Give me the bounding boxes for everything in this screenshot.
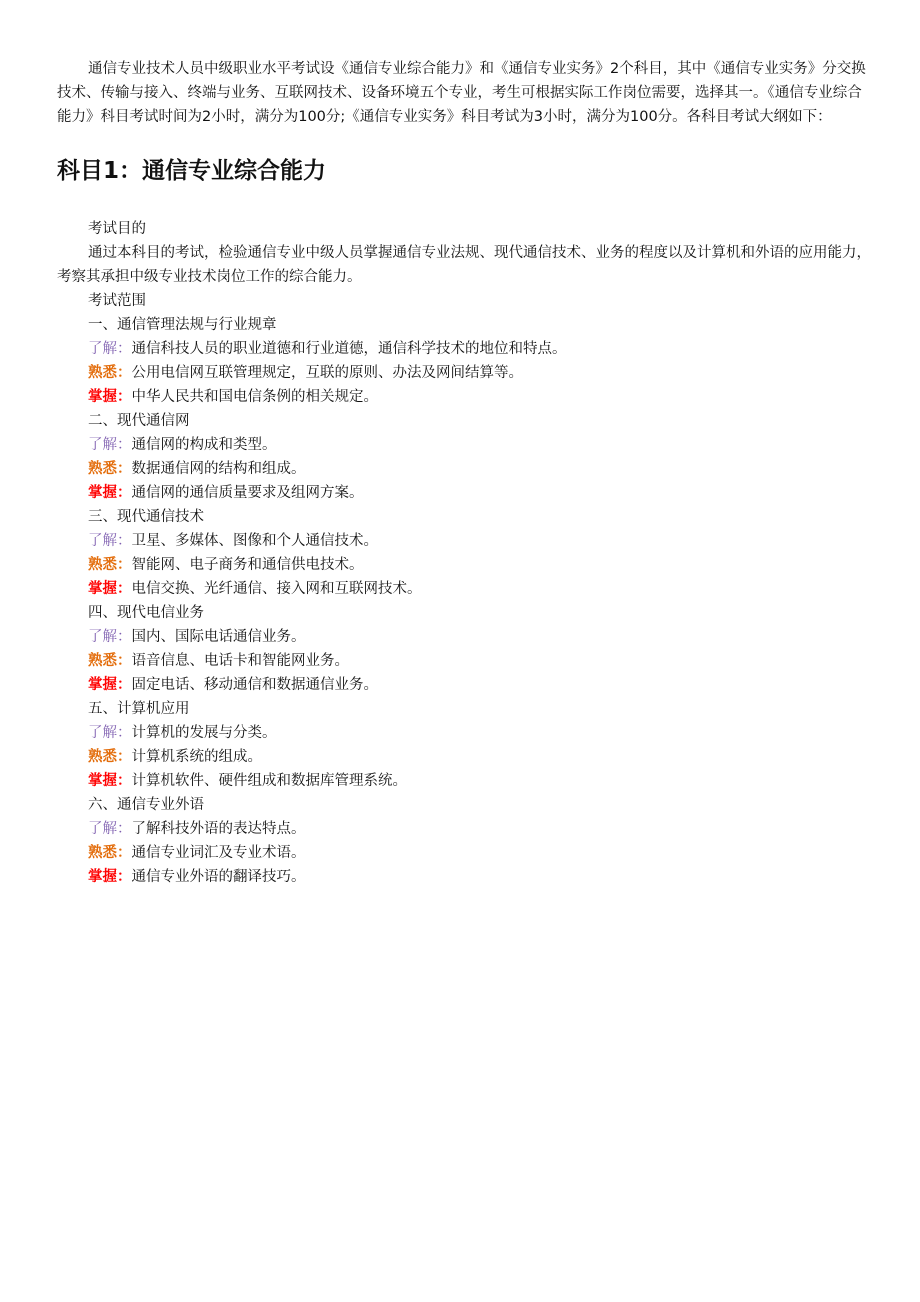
requirement-know (57, 337, 872, 361)
level-label-familiar: 熟悉： (88, 749, 132, 765)
requirement-familiar (57, 457, 872, 481)
requirement-know (57, 625, 872, 649)
requirement-familiar (57, 649, 872, 673)
scope-title: 考试范围 (88, 293, 146, 309)
section-title: 三、现代通信技术 (88, 509, 204, 525)
requirement-text: 通信专业词汇及专业术语。 (131, 845, 306, 861)
purpose-text: 通过本科目的考试，检验通信专业中级人员掌握通信专业法规、现代通信技术、业务的程度以及计算机和外语的应用能力，考察其承担中级专业技术岗位工作的综合能力。 (57, 245, 871, 285)
requirement-master (57, 385, 872, 409)
requirement-master (57, 865, 872, 889)
requirement-text: 通信科技人员的职业道德和行业道德，通信科学技术的地位和特点。 (131, 341, 567, 357)
level-label-master: 掌握： (88, 389, 132, 405)
requirement-know (57, 817, 872, 841)
level-label-familiar: 熟悉： (88, 845, 132, 861)
level-label-know: 了解： (88, 629, 132, 645)
intro-paragraph: 通信专业技术人员中级职业水平考试设《通信专业综合能力》和《通信专业实务》2个科目，其中《通信专业实务》分交换技术、传输与接入、终端与业务、互联网技术、设备环境五个专业，考生可根据实际工作岗位需要，选择其一。《通信专业综合能力》科目考试时间为2小时，满分为100分;《通信专业实务》科目考试为3小时，满分为100分。各科目考试大纲如下： (57, 61, 866, 125)
requirement-familiar (57, 745, 872, 769)
requirement-master (57, 673, 872, 697)
level-label-master: 掌握： (88, 581, 132, 597)
level-label-master: 掌握： (88, 869, 132, 885)
level-label-familiar: 熟悉： (88, 557, 132, 573)
requirement-text: 计算机系统的组成。 (131, 749, 262, 765)
level-label-know: 了解： (88, 437, 132, 453)
requirement-text: 卫星、多媒体、图像和个人通信技术。 (131, 533, 378, 549)
requirement-text: 中华人民共和国电信条例的相关规定。 (131, 389, 378, 405)
section-title: 六、通信专业外语 (88, 797, 204, 813)
level-label-master: 掌握： (88, 485, 132, 501)
requirement-know (57, 721, 872, 745)
requirement-familiar (57, 361, 872, 385)
requirement-master (57, 769, 872, 793)
requirement-text: 电信交换、光纤通信、接入网和互联网技术。 (131, 581, 422, 597)
section-title: 二、现代通信网 (88, 413, 190, 429)
requirement-text: 公用电信网互联管理规定，互联的原则、办法及网间结算等。 (131, 365, 523, 381)
requirement-know (57, 529, 872, 553)
requirement-familiar (57, 841, 872, 865)
requirement-text: 了解科技外语的表达特点。 (131, 821, 306, 837)
syllabus (57, 217, 872, 889)
level-label-know: 了解： (88, 533, 132, 549)
level-label-familiar: 熟悉： (88, 365, 132, 381)
requirement-text: 国内、国际电话通信业务。 (131, 629, 306, 645)
requirement-text: 智能网、电子商务和通信供电技术。 (131, 557, 364, 573)
section-title: 五、计算机应用 (88, 701, 190, 717)
level-label-familiar: 熟悉： (88, 653, 132, 669)
requirement-master (57, 577, 872, 601)
document-page (57, 57, 872, 889)
requirement-text: 通信网的构成和类型。 (131, 437, 277, 453)
requirement-master (57, 481, 872, 505)
requirement-text: 语音信息、电话卡和智能网业务。 (131, 653, 349, 669)
subject-heading: 科目1：通信专业综合能力 (57, 158, 327, 184)
requirement-text: 通信专业外语的翻译技巧。 (131, 869, 306, 885)
section-title: 一、通信管理法规与行业规章 (88, 317, 277, 333)
level-label-know: 了解： (88, 341, 132, 357)
scope-sections (57, 313, 872, 889)
level-label-master: 掌握： (88, 773, 132, 789)
requirement-familiar (57, 553, 872, 577)
requirement-text: 计算机的发展与分类。 (131, 725, 277, 741)
level-label-know: 了解： (88, 725, 132, 741)
requirement-know (57, 433, 872, 457)
level-label-master: 掌握： (88, 677, 132, 693)
requirement-text: 固定电话、移动通信和数据通信业务。 (131, 677, 378, 693)
level-label-familiar: 熟悉： (88, 461, 132, 477)
level-label-know: 了解： (88, 821, 132, 837)
requirement-text: 通信网的通信质量要求及组网方案。 (131, 485, 364, 501)
requirement-text: 数据通信网的结构和组成。 (131, 461, 306, 477)
requirement-text: 计算机软件、硬件组成和数据库管理系统。 (131, 773, 407, 789)
section-title: 四、现代电信业务 (88, 605, 204, 621)
purpose-title: 考试目的 (88, 221, 146, 237)
